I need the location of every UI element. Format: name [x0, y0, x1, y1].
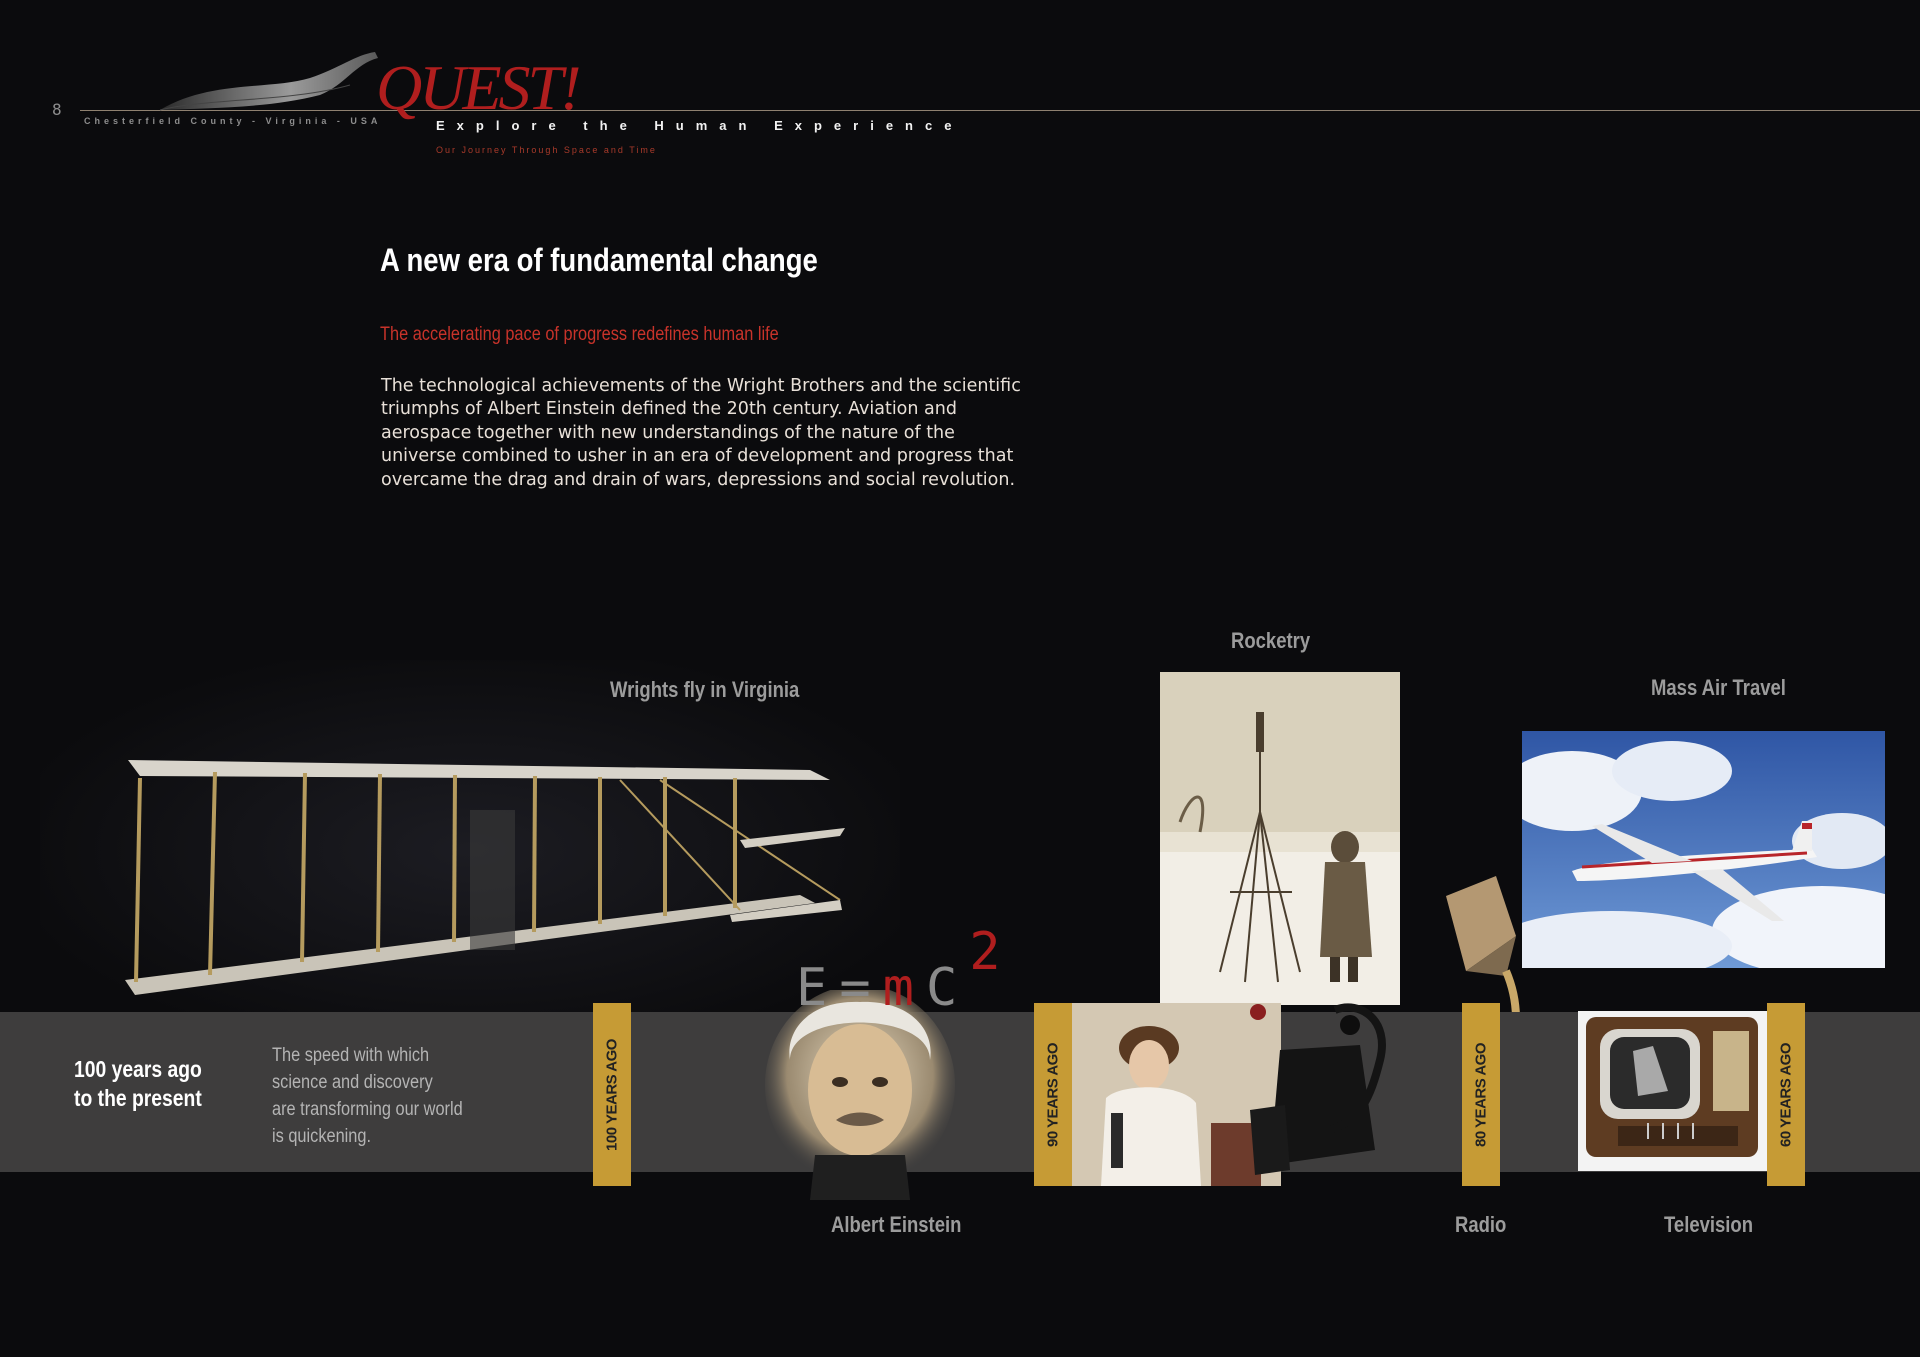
marker-label: 100 YEARS AGO [603, 1038, 621, 1151]
museum-building-graphic [150, 50, 390, 120]
body-paragraph [381, 375, 1021, 492]
einstein-portrait [760, 990, 960, 1200]
body-line: triumphs of Albert Einstein defined the 20th century. Aviation and [381, 399, 957, 420]
caption-mass-air-travel: Mass Air Travel [1651, 675, 1786, 700]
timeline-text-line: are transforming our world [272, 1099, 463, 1120]
timeline-text-line: science and discovery [272, 1072, 433, 1093]
formula-exponent: 2 [969, 922, 1013, 982]
tagline: Explore the Human Experience [436, 118, 964, 133]
page-number: 8 [52, 100, 62, 119]
body-line: The technological achievements of the Wright Brothers and the scientific [381, 376, 1021, 396]
subtagline: Our Journey Through Space and Time [436, 145, 657, 155]
marker-label: 60 YEARS AGO [1777, 1042, 1795, 1147]
timeline-marker-60 [1767, 1003, 1805, 1186]
timeline-title-line: 100 years ago [74, 1056, 202, 1082]
caption-wrights: Wrights fly in Virginia [610, 677, 800, 702]
county-label: Chesterfield County - Virginia - USA [84, 116, 382, 126]
television-image [1578, 1011, 1768, 1171]
marker-label: 80 YEARS AGO [1472, 1042, 1490, 1147]
timeline-title-line: to the present [74, 1085, 202, 1111]
wright-flyer-image [40, 660, 900, 1040]
formula-c: C [925, 958, 970, 1018]
caption-television: Television [1664, 1212, 1754, 1237]
formula-equals: = [839, 958, 883, 1018]
timeline-title [74, 1055, 202, 1113]
caption-rocketry: Rocketry [1231, 628, 1311, 653]
emc2-formula [796, 922, 1013, 1018]
rocketry-photo [1160, 672, 1400, 1005]
page-subtitle: The accelerating pace of progress redefines human life [380, 324, 779, 345]
body-line: aerospace together with new understandings of the nature of the [381, 422, 955, 443]
timeline-marker-80 [1462, 1003, 1500, 1186]
body-line: universe combined to usher in an era of development and progress that [381, 446, 1014, 467]
timeline-marker-90 [1034, 1003, 1072, 1186]
caption-radio: Radio [1455, 1212, 1507, 1237]
telephone-image [1240, 1000, 1410, 1190]
formula-m: m [882, 958, 926, 1018]
caption-einstein: Albert Einstein [831, 1212, 962, 1237]
timeline-description [272, 1042, 463, 1150]
page-title: A new era of fundamental change [380, 242, 818, 278]
timeline-text-line: The speed with which [272, 1045, 430, 1066]
marker-label: 90 YEARS AGO [1044, 1042, 1062, 1147]
quest-logo[interactable]: QUEST! [376, 52, 579, 123]
body-line: overcame the drag and drain of wars, depressions and social revolution. [381, 469, 1016, 490]
timeline-text-line: is quickening. [272, 1126, 372, 1147]
timeline-marker-100 [593, 1003, 631, 1186]
airliner-photo [1522, 731, 1885, 968]
formula-e: E [796, 958, 840, 1018]
